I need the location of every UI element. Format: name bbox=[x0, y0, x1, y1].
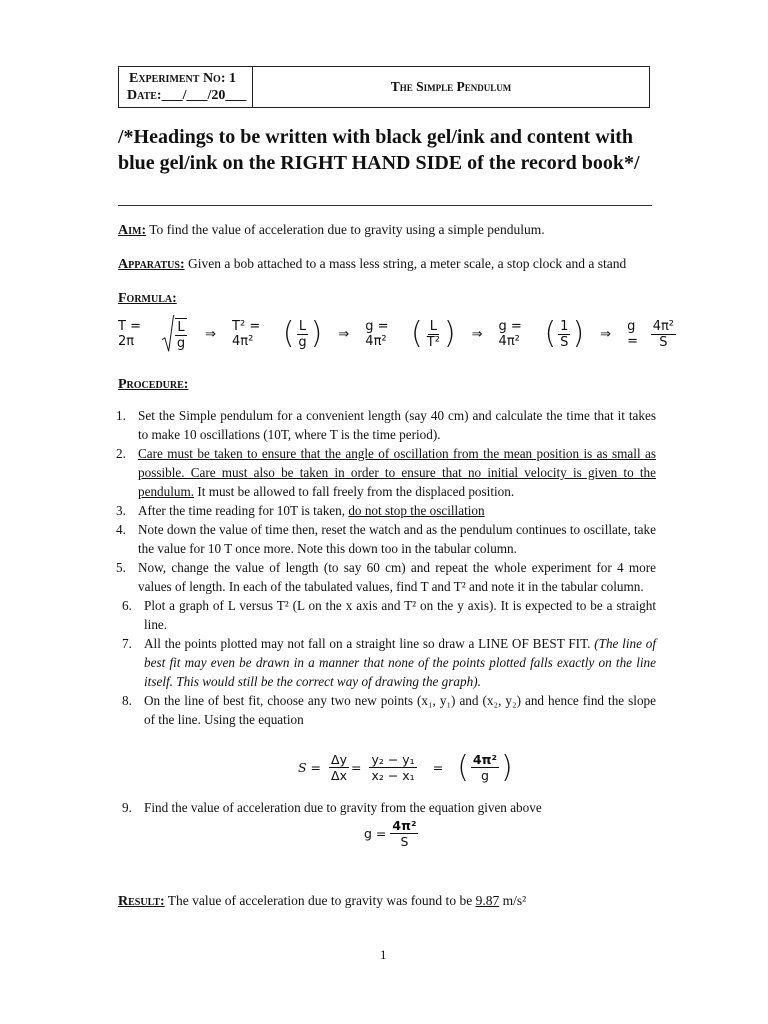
apparatus-text: Given a bob attached to a mass less string, a meter scale, a stop clock and a stand bbox=[188, 256, 627, 271]
formula-3: g = 4π² ( $\frac{L}{\text{T²}}$ ) bbox=[365, 316, 456, 351]
list-item: 6. Plot a graph of L versus T² (L on the x axis and T² on the y axis). It is expected to be a straight line. bbox=[122, 598, 656, 632]
result-section: Result: The value of acceleration due to gravity was found to be 9.87 m/s² bbox=[118, 893, 527, 909]
aim-section bbox=[118, 222, 545, 239]
experiment-number: Experiment No: 1 bbox=[129, 71, 237, 86]
procedure-label: Procedure: bbox=[118, 377, 189, 392]
formula-chain bbox=[118, 312, 678, 356]
list-item: 9. Find the value of acceleration due to gravity from the equation given above bbox=[122, 800, 542, 815]
formula-1: T = 2π $\frac{L}{g}$ bbox=[118, 314, 189, 354]
page-number: 1 bbox=[380, 947, 387, 962]
list-item: 3. After the time reading for 10T is taken, do not stop the oscillation bbox=[116, 503, 485, 518]
divider bbox=[118, 205, 652, 206]
procedure-heading bbox=[118, 376, 188, 393]
result-unit: m/s² bbox=[499, 893, 527, 908]
apparatus-section bbox=[118, 256, 626, 273]
formula-5: g = $\frac{\text{4π²}}{S}$ bbox=[627, 318, 674, 350]
formula-label: Formula: bbox=[118, 291, 177, 306]
experiment-info bbox=[119, 67, 253, 107]
aim-text: To find the value of acceleration due to gravity using a simple pendulum. bbox=[149, 222, 545, 237]
procedure-list-cont bbox=[116, 798, 656, 817]
formula-heading bbox=[118, 290, 177, 307]
aim-label: Aim: bbox=[118, 223, 147, 238]
implies-arrow: ⇒ bbox=[471, 326, 483, 342]
list-item: 5. Now, change the value of length (to say 60 cm) and repeat the whole experiment for 4 more values of length. In each of the tabulated values, find T and T² and note it in the tabular column. bbox=[116, 560, 656, 594]
list-item: 7. All the points plotted may not fall on a straight line so draw a LINE OF BEST FIT. (The line of best fit may even be drawn in a manner that none of the points plotted falls exactly on the line itself. This would still be the correct way of drawing the graph). bbox=[122, 636, 656, 689]
list-item: 4. Note down the value of time then, reset the watch and as the pendulum continues to oscillate, take the value for 10 T once more. Note this down too in the tabular column. bbox=[116, 522, 656, 556]
implies-arrow: ⇒ bbox=[600, 326, 612, 342]
experiment-title: The Simple Pendulum bbox=[390, 79, 512, 94]
list-item: 8. On the line of best fit, choose any two new points (x₁, y₁) and (x₂, y₂) and hence find the slope of the line. Using the equation bbox=[122, 693, 656, 727]
slope-equation: S = $\frac{\Delta y}{\Delta x}$ = $\frac{\text{y₂ − y₁}}{\text{x₂ − x₁}}$ = ( $\frac{\text{4π²}}{g}$ ) bbox=[298, 749, 513, 785]
list-item: 2. Care must be taken to ensure that the angle of oscillation from the mean position is as small as possible. Care must also be taken in order to ensure that no initial velocity is given to the pendulum. It must be allowed to fall freely from the displaced position. bbox=[116, 446, 656, 499]
result-value: 9.87 bbox=[475, 893, 500, 908]
date-field: Date:___/___/20___ bbox=[127, 88, 247, 103]
g-equation: g = $\frac{\text{4π²}}{S}$ bbox=[364, 818, 417, 849]
result-label: Result: bbox=[118, 894, 165, 909]
apparatus-label: Apparatus: bbox=[118, 257, 185, 272]
experiment-header bbox=[118, 66, 650, 108]
list-item: 1. Set the Simple pendulum for a convenient length (say 40 cm) and calculate the time that it takes to make 10 oscillations (10T, where T is the time period). bbox=[116, 408, 656, 442]
formula-4: g = 4π² ( $\frac{1}{S}$ ) bbox=[498, 316, 585, 351]
sqrt-sign bbox=[161, 314, 174, 354]
implies-arrow: ⇒ bbox=[338, 326, 350, 342]
instruction-note: /*Headings to be written with black gel/ink and content with blue gel/ink on the RIGHT HAND SIDE of the record book*/ bbox=[118, 126, 640, 174]
formula-2: T² = 4π² ( $\frac{L}{g}$ ) bbox=[232, 316, 323, 351]
implies-arrow: ⇒ bbox=[205, 326, 217, 342]
procedure-list bbox=[116, 406, 656, 729]
